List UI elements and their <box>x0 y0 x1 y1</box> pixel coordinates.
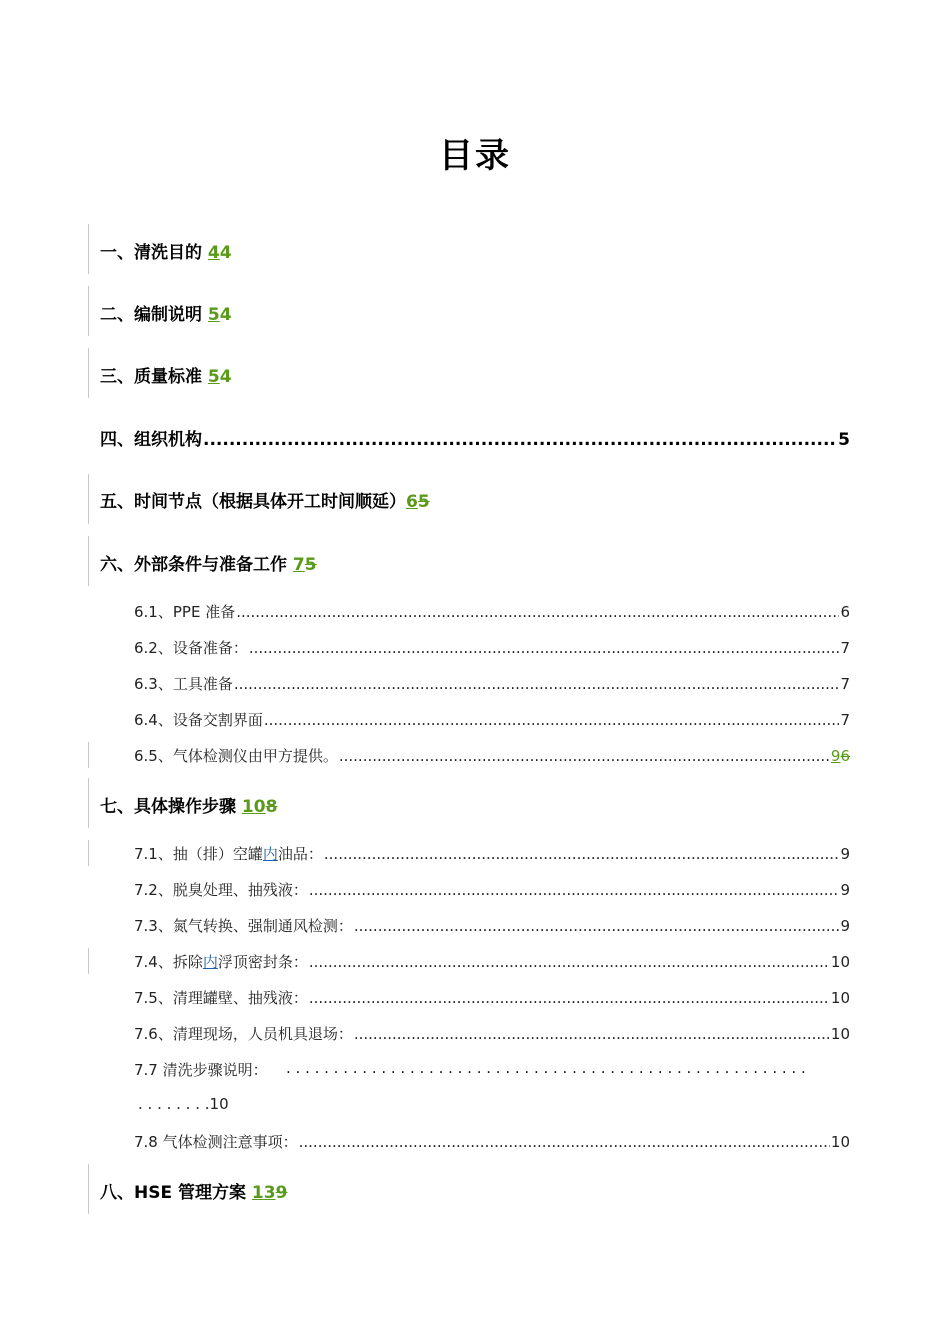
dot-leader <box>299 1133 830 1151</box>
dot-leader <box>309 881 840 899</box>
toc-label: 八、HSE 管理方案 <box>100 1183 252 1203</box>
page-number: 9 <box>840 881 850 899</box>
toc-label: 七、具体操作步骤 <box>100 797 242 817</box>
toc-subentry-6-2[interactable] <box>134 637 850 658</box>
change-bar <box>88 742 89 768</box>
toc-subentry-7-4[interactable] <box>134 951 850 972</box>
toc-label: 六、外部条件与准备工作 <box>100 555 293 575</box>
page-number: 7 <box>840 639 850 657</box>
toc-label: 7.7 清洗步骤说明： <box>134 1061 268 1079</box>
toc-entry-8[interactable] <box>100 1178 850 1203</box>
toc-entry-2[interactable] <box>100 300 850 325</box>
page-number-old: 9 <box>275 1183 288 1203</box>
dot-leader <box>339 747 830 765</box>
page-number-new: 10 <box>241 797 266 817</box>
page-number-old: 4 <box>219 243 232 263</box>
toc-label: 7.4、拆除内浮顶密封条： <box>134 953 308 971</box>
page-number-new: 5 <box>207 367 220 387</box>
dot-leader: . . . . . . . . . . . . . . . . . . . . . . . . . . . . . . . . . . . . . . . . . . . . . . . . . . . . . . . <box>286 1059 806 1077</box>
toc-label: 7.8 气体检测注意事项： <box>134 1133 298 1151</box>
toc-subentry-7-6[interactable] <box>134 1023 850 1044</box>
toc-label: 7.1、抽（排）空罐内油品： <box>134 845 323 863</box>
page-number-old: 4 <box>219 367 232 387</box>
toc-entry-1[interactable] <box>100 238 850 263</box>
page-number-new: 4 <box>207 243 220 263</box>
toc-label: 二、编制说明 <box>100 305 208 325</box>
page-number-new: 7 <box>292 555 305 575</box>
dot-leader <box>324 845 840 863</box>
page-number: 10 <box>830 953 850 971</box>
toc-label: 7.3、氮气转换、强制通风检测： <box>134 917 353 935</box>
toc-label: 三、质量标准 <box>100 367 208 387</box>
toc-subentry-7-5[interactable] <box>134 987 850 1008</box>
page-number-new: 5 <box>207 305 220 325</box>
dot-leader <box>234 675 840 693</box>
dot-leader <box>354 1025 830 1043</box>
toc-subentry-6-3[interactable] <box>134 673 850 694</box>
dot-leader <box>249 639 840 657</box>
page-number-new: 13 <box>251 1183 276 1203</box>
page-number-old: 5 <box>304 555 317 575</box>
toc-subentry-6-5[interactable] <box>134 745 850 766</box>
page-number: 6 <box>840 603 850 621</box>
tracked-insertion: 内 <box>262 845 278 863</box>
toc-subentry-7-3[interactable] <box>134 915 850 936</box>
toc-entry-3[interactable] <box>100 362 850 387</box>
page-number-new: 9 <box>830 747 841 765</box>
toc-subentry-7-8[interactable] <box>134 1131 850 1152</box>
page-number: 9 <box>840 917 850 935</box>
toc-label: 五、时间节点（根据具体开工时间顺延） <box>100 492 406 512</box>
dot-leader <box>236 603 839 621</box>
toc-entry-4[interactable] <box>100 425 850 450</box>
page-number-old: 6 <box>840 747 850 765</box>
change-bar <box>88 536 89 586</box>
toc-entry-6[interactable] <box>100 550 850 575</box>
toc-label: 6.1、PPE 准备 <box>134 603 236 621</box>
dot-leader <box>309 989 830 1007</box>
tracked-insertion: 内 <box>202 953 218 971</box>
toc-entry-5[interactable] <box>100 487 850 512</box>
page-number: 10 <box>830 1025 850 1043</box>
toc-entry-7[interactable] <box>100 792 850 817</box>
toc-label: 一、清洗目的 <box>100 243 208 263</box>
toc-label: 7.2、脱臭处理、抽残液： <box>134 881 308 899</box>
page-number-old: 8 <box>265 797 278 817</box>
change-bar <box>88 778 89 828</box>
page-number: 7 <box>840 675 850 693</box>
toc-label: 6.2、设备准备： <box>134 639 248 657</box>
toc-label: 6.5、气体检测仪由甲方提供。 <box>134 747 338 765</box>
page-number-old: 5 <box>417 492 430 512</box>
toc-subentry-7-7-continued <box>138 1095 854 1113</box>
page-number: 10 <box>830 1133 850 1151</box>
page-number: 5 <box>838 430 850 450</box>
change-bar <box>88 224 89 274</box>
dot-leader <box>354 917 840 935</box>
page-number: 10 <box>830 989 850 1007</box>
toc-subentry-7-2[interactable] <box>134 879 850 900</box>
change-bar <box>88 348 89 398</box>
page-number-old: 4 <box>219 305 232 325</box>
change-bar <box>88 948 89 974</box>
change-bar <box>88 1164 89 1214</box>
toc-label: 四、组织机构 <box>100 430 202 450</box>
toc-label: 7.6、清理现场，人员机具退场： <box>134 1025 353 1043</box>
page-title: 目录 <box>439 136 511 176</box>
change-bar <box>88 474 89 524</box>
toc-label: 6.3、工具准备 <box>134 675 233 693</box>
page-number-new: 6 <box>406 492 418 512</box>
change-bar <box>88 286 89 336</box>
page-number: 9 <box>840 845 850 863</box>
page-number: . . . . . . . .10 <box>138 1095 229 1113</box>
toc-subentry-6-4[interactable] <box>134 709 850 730</box>
page-number: 7 <box>840 711 850 729</box>
toc-label: 6.4、设备交割界面 <box>134 711 263 729</box>
dot-leader <box>203 430 837 450</box>
change-bar <box>88 840 89 866</box>
toc-label: 7.5、清理罐壁、抽残液： <box>134 989 308 1007</box>
dot-leader <box>264 711 840 729</box>
toc-subentry-6-1[interactable] <box>134 601 850 622</box>
dot-leader <box>309 953 830 971</box>
toc-subentry-7-1[interactable] <box>134 843 850 864</box>
